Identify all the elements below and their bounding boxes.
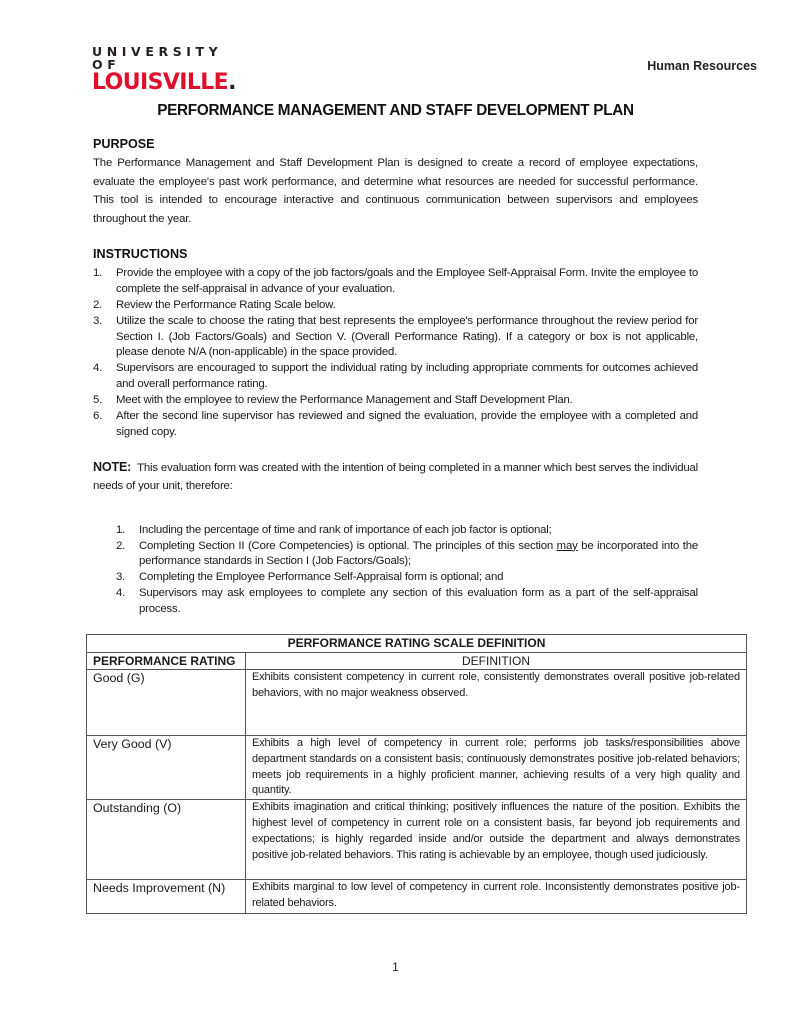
underlined-word: may xyxy=(556,539,578,552)
item-number: 2. xyxy=(116,539,126,552)
definition-cell: Exhibits consistent competency in current role, consistently demonstrates overall positive job-related behaviors, with no major weakness observed. xyxy=(246,670,747,736)
logo-top-text: UNIVERSITY OF xyxy=(92,44,223,72)
note-item xyxy=(116,523,698,539)
item-number: 4. xyxy=(93,362,103,375)
instructions-heading: INSTRUCTIONS xyxy=(93,247,188,261)
item-text: Provide the employee with a copy of the job factors/goals and the Employee Self-Appraisal Form. Invite the employee to complete the self-appraisal in advance of your evaluation. xyxy=(116,267,698,295)
item-text: Utilize the scale to choose the rating that best represents the employee's performance throughout the review period for Section I. (Job Factors/Goals) and Section V. (Overall Performance Rating). If a category or box is not applicable, please denote N/A (non-applicable) in the space provided. xyxy=(116,314,698,359)
definition-cell: Exhibits a high level of competency in current role; performs job tasks/responsibilities above department standards on a consistent basis; continuously demonstrates positive job-related behaviors; meets job requirements in a highly proficient manner, achieving results of a very high quality and quantity. xyxy=(246,736,747,800)
logo-main-text xyxy=(92,71,252,95)
item-number: 3. xyxy=(93,314,103,327)
item-text: Meet with the employee to review the Performance Management and Staff Development Plan. xyxy=(116,394,573,407)
note-item xyxy=(116,570,698,586)
table-title-row xyxy=(87,635,747,653)
logo-wordmark: LOUISVILLE xyxy=(92,70,229,95)
note-item xyxy=(116,586,698,617)
instruction-item xyxy=(93,298,698,314)
note-text: This evaluation form was created with the intention of being completed in a manner which best serves the individual needs of your unit, therefore: xyxy=(93,462,698,492)
definition-cell: Exhibits imagination and critical thinking; positively influences the nature of the position. Exhibits the highest level of competency in current role on a consistent basis, far beyond job requirements and expectations; is highly regarded inside and/or outside the department and always demonstrates positive job-related behaviors. This rating is achievable by an employee, though used judiciously. xyxy=(246,800,747,880)
item-text: Completing Section II (Core Competencies) is optional. The principles of this section xyxy=(139,539,557,552)
rating-cell: Needs Improvement (N) xyxy=(87,880,246,914)
rating-cell: Very Good (V) xyxy=(87,736,246,800)
definition-cell: Exhibits marginal to low level of competency in current role. Inconsistently demonstrates positive job-related behaviors. xyxy=(246,880,747,914)
department-label: Human Resources xyxy=(647,59,757,73)
rating-cell: Outstanding (O) xyxy=(87,800,246,880)
item-number: 5. xyxy=(93,394,103,407)
item-number: 1. xyxy=(93,267,103,279)
purpose-heading: PURPOSE xyxy=(93,137,155,151)
instruction-item xyxy=(93,361,698,392)
table-row xyxy=(87,736,747,800)
document-title: PERFORMANCE MANAGEMENT AND STAFF DEVELOPMENT PLAN xyxy=(157,102,634,119)
column-header-definition: DEFINITION xyxy=(246,653,747,670)
instruction-item xyxy=(93,409,698,440)
logo-dot: . xyxy=(228,70,236,95)
table-row xyxy=(87,800,747,880)
column-header-rating: PERFORMANCE RATING xyxy=(87,653,246,670)
item-number: 6. xyxy=(93,410,103,423)
instruction-item xyxy=(93,314,698,361)
table-header-row xyxy=(87,653,747,670)
item-text: Completing the Employee Performance Self-Appraisal form is optional; and xyxy=(139,571,504,584)
item-text: be incorporated into the performance standards in Section I (Job Factors/Goals); xyxy=(139,539,698,568)
item-text: Supervisors may ask employees to complete any section of this evaluation form as a part of the self-appraisal process. xyxy=(139,586,698,615)
item-text: Review the Performance Rating Scale below. xyxy=(116,298,336,311)
item-number: 2. xyxy=(93,298,103,311)
item-text: Supervisors are encouraged to support the individual rating by including appropriate comments for outcomes achieved and overall performance rating. xyxy=(116,362,698,390)
purpose-text: The Performance Management and Staff Development Plan is designed to create a record of employee expectations, evaluate the employee's past work performance, and determine what resources are needed for successful performance. This tool is intended to encourage interactive and continuous communication between supervisors and employees throughout the year. xyxy=(93,157,698,225)
note-paragraph xyxy=(93,458,698,495)
table-title: PERFORMANCE RATING SCALE DEFINITION xyxy=(87,635,747,653)
page-number: 1 xyxy=(392,960,399,974)
rating-scale-table xyxy=(86,634,747,914)
note-list xyxy=(116,523,698,617)
item-number: 4. xyxy=(116,586,126,599)
table-row xyxy=(87,880,747,914)
instruction-item xyxy=(93,266,698,297)
instructions-list xyxy=(93,266,698,441)
item-text: After the second line supervisor has reviewed and signed the evaluation, provide the employee with a completed and signed copy. xyxy=(116,410,698,438)
note-item xyxy=(116,539,698,570)
item-number: 1. xyxy=(116,524,126,536)
instruction-item xyxy=(93,393,698,409)
note-label: NOTE: xyxy=(93,460,132,474)
university-logo xyxy=(92,45,252,95)
table-row xyxy=(87,670,747,736)
rating-cell: Good (G) xyxy=(87,670,246,736)
item-text: Including the percentage of time and rank of importance of each job factor is optional; xyxy=(139,524,552,536)
item-number: 3. xyxy=(116,571,126,584)
